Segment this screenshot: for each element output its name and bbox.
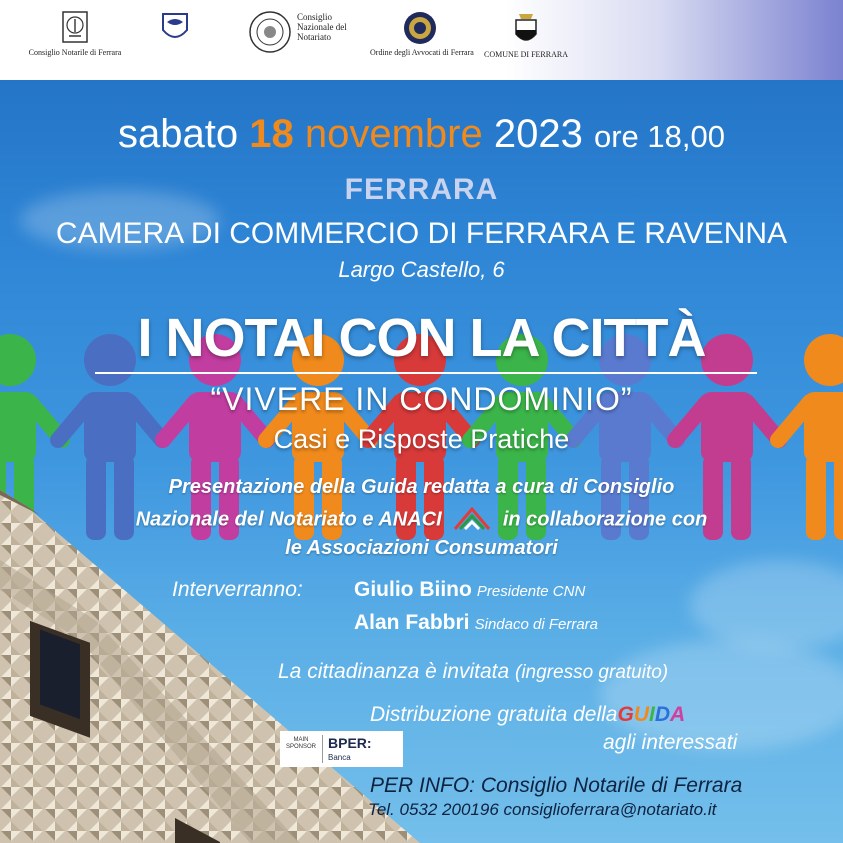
- anaci-logo-icon: [451, 507, 493, 533]
- partner-logos-strip: [0, 0, 843, 80]
- speaker-name: Alan Fabbri: [354, 611, 470, 634]
- speaker-role: Presidente CNN: [476, 583, 586, 600]
- logo-bar-association: Ordine degli Avvocati di Ferrara: [370, 10, 470, 57]
- speakers-label: Interverranno:: [172, 578, 303, 601]
- cloud: [690, 560, 843, 650]
- speaker-name: Giulio Biino: [354, 578, 472, 601]
- sponsor-brand: BPER:: [328, 735, 372, 751]
- logo-cnn: Consiglio Nazionale del Notariato: [248, 10, 358, 54]
- sponsor-subtitle: Banca: [328, 753, 351, 762]
- guida-letter: G: [617, 703, 634, 726]
- guida-letter: A: [670, 703, 686, 726]
- guida-word: [617, 703, 685, 726]
- event-day: 18: [249, 112, 294, 156]
- event-city: FERRARA: [344, 173, 499, 206]
- bar-association-emblem-icon: [402, 10, 438, 46]
- notary-council-seal-icon: [60, 10, 90, 46]
- event-subtitle-secondary: Casi e Risposte Pratiche: [273, 424, 570, 454]
- event-time: ore 18,00: [593, 119, 725, 154]
- main-sponsor-box: [280, 731, 403, 767]
- cnn-seal-icon: [248, 10, 292, 54]
- sponsor-divider: [322, 735, 323, 763]
- logo-notary-council: Consiglio Notarile di Ferrara: [20, 10, 130, 57]
- logo-consumer-association: [125, 10, 225, 48]
- speaker-entry: [354, 578, 585, 602]
- distribution-prefix: Distribuzione gratuita della: [370, 703, 618, 726]
- info-phone-email: Tel. 0532 200196 consiglioferrara@notariato.it: [368, 800, 717, 819]
- event-address: Largo Castello, 6: [338, 257, 505, 282]
- ferrara-coat-of-arms-icon: [511, 10, 541, 48]
- page-title: I NOTAI CON LA CITTÀ: [137, 308, 706, 368]
- guida-letter: D: [654, 703, 670, 726]
- distribution-text-2: agli interessati: [603, 731, 738, 754]
- speaker-entry: [354, 611, 598, 635]
- guida-letter: I: [648, 703, 655, 726]
- info-contact-line: PER INFO: Consiglio Notarile di Ferrara: [370, 774, 743, 797]
- description-line: le Associazioni Consumatori: [285, 537, 558, 559]
- event-weekday: sabato: [118, 112, 239, 156]
- event-venue: CAMERA DI COMMERCIO DI FERRARA E RAVENNA: [55, 217, 788, 250]
- distribution-text: [370, 703, 685, 727]
- consumer-association-emblem-icon: [159, 10, 191, 46]
- description-line: Presentazione della Guida redatta a cura di Consiglio: [168, 476, 675, 498]
- invitation-main: La cittadinanza è invitata: [278, 660, 510, 683]
- description-text: Nazionale del Notariato e ANACI: [135, 508, 442, 531]
- description-line: [0, 507, 843, 533]
- title-divider: [95, 372, 757, 374]
- guida-letter: U: [633, 703, 649, 726]
- event-month: novembre: [304, 112, 483, 156]
- event-date: [0, 112, 843, 157]
- description-text: in collaborazione con: [502, 508, 708, 531]
- logo-comune-ferrara: COMUNE DI FERRARA: [476, 10, 576, 59]
- speaker-role: Sindaco di Ferrara: [474, 616, 599, 633]
- event-subtitle: “VIVERE IN CONDOMINIO”: [210, 381, 633, 417]
- sponsor-label: MAIN SPONSOR: [285, 737, 316, 750]
- invitation-note: (ingresso gratuito): [515, 662, 669, 683]
- event-year: 2023: [493, 112, 583, 156]
- invitation-text: [278, 660, 668, 684]
